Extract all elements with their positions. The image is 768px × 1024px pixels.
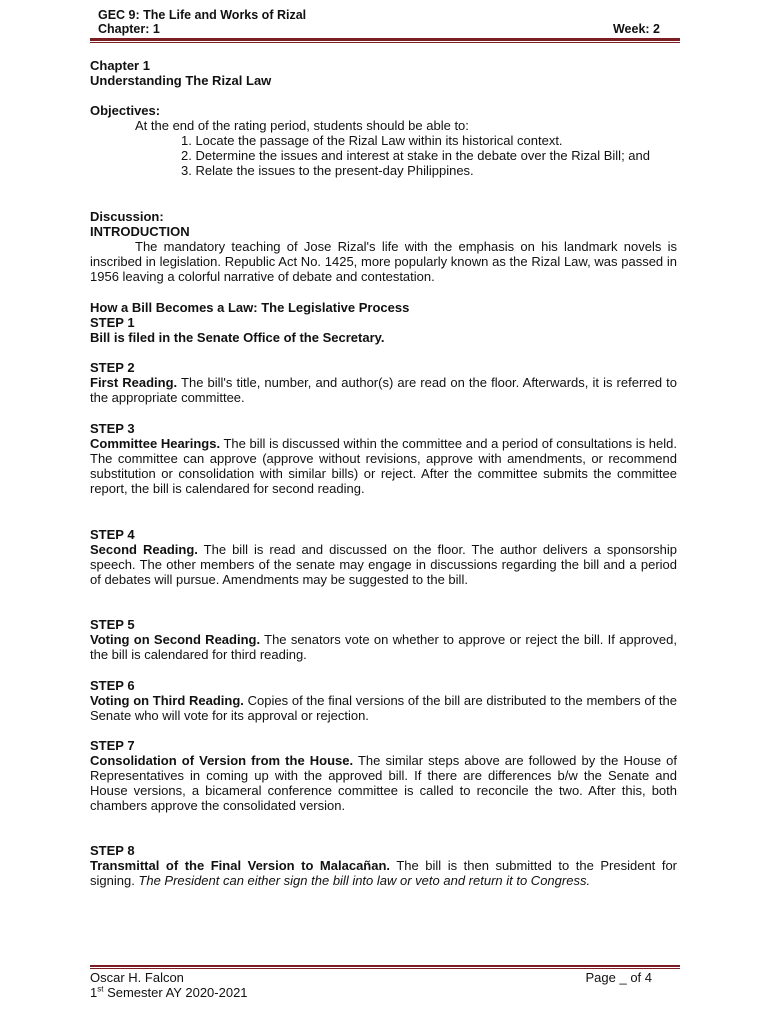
objectives-intro: At the end of the rating period, students should be able to: (135, 118, 469, 133)
footer-rule-thin (90, 968, 680, 969)
step-label: STEP 7 (90, 738, 135, 753)
step-block (90, 738, 677, 813)
step-label: STEP 1 (90, 315, 135, 330)
chapter-name: Understanding The Rizal Law (90, 73, 272, 88)
step-title: Voting on Third Reading. (90, 693, 244, 708)
step-label: STEP 2 (90, 360, 135, 375)
objective-item: 1. Locate the passage of the Rizal Law within its historical context. (181, 133, 563, 148)
step-text: The bill is read and discussed on the floor. The author delivers a sponsorship speech. The other members of the senate may engage in discussions regarding the bill and a period of debates will pursue. Amendments may be suggested to the bill. (90, 542, 677, 587)
page-footer (90, 970, 670, 1000)
discussion-section (90, 209, 677, 284)
step-block (90, 678, 677, 723)
header-rule-thin (90, 42, 680, 43)
step-text: The bill is then submitted to the President for signing. (90, 858, 678, 888)
step-title: Bill is filed in the Senate Office of the Secretary. (90, 330, 385, 345)
step-title: Committee Hearings. (90, 436, 221, 451)
step-label: STEP 4 (90, 527, 135, 542)
introduction-text: The mandatory teaching of Jose Rizal's life with the emphasis on his landmark novels is inscribed in legislation. Republic Act No. 1425, more popularly known as the Rizal Law, was passed in 1956 leaving a colorful narrative of debate and contestation. (90, 239, 677, 284)
step-text: The bill is discussed within the committee and a period of consultations is held. The committee can approve (approve without revisions, approve with amendments, or recommend substitution or consolidation with similar bills) or reject. After the committee submits the committee report, the bill is calendared for second reading. (90, 436, 677, 496)
step-text: The senators vote on whether to approve or reject the bill. If approved, the bill is calendared for third reading. (90, 632, 677, 662)
step-text: Copies of the final versions of the bill are distributed to the members of the Senate who will vote for its approval or rejection. (90, 693, 677, 723)
chapter-label: Chapter 1 (90, 58, 150, 73)
step-label: STEP 8 (90, 843, 135, 858)
step-title: Second Reading. (90, 542, 198, 557)
header-chapter: Chapter: 1 (98, 22, 160, 36)
objective-item: 3. Relate the issues to the present-day Philippines. (181, 163, 474, 178)
chapter-title-block (90, 58, 677, 88)
step-block (90, 527, 677, 587)
step-title: Voting on Second Reading. (90, 632, 261, 647)
objectives-heading: Objectives: (90, 103, 161, 118)
footer-page-number: Page _ of 4 (585, 970, 652, 985)
step-block (90, 617, 677, 662)
objectives-section (90, 103, 677, 178)
step-title: First Reading. (90, 375, 178, 390)
introduction-heading: INTRODUCTION (90, 224, 190, 239)
step-italic-text: The President can either sign the bill into law or veto and return it to Congress. (138, 873, 591, 888)
process-heading: How a Bill Becomes a Law: The Legislative Process (90, 300, 410, 315)
header-rule (90, 38, 680, 41)
footer-semester: 1st Semester AY 2020-2021 (90, 984, 248, 1000)
step-title: Consolidation of Version from the House. (90, 753, 354, 768)
step-label: STEP 3 (90, 421, 135, 436)
footer-author: Oscar H. Falcon (90, 970, 184, 985)
header-week: Week: 2 (612, 22, 660, 36)
process-section (90, 300, 677, 345)
objective-item: 2. Determine the issues and interest at stake in the debate over the Rizal Bill; and (181, 148, 650, 163)
step-block (90, 421, 677, 496)
step-label: STEP 5 (90, 617, 135, 632)
course-title: GEC 9: The Life and Works of Rizal (98, 8, 307, 22)
step-text: The bill's title, number, and author(s) are read on the floor. Afterwards, it is referred to the appropriate committee. (90, 375, 678, 405)
step-text: The similar steps above are followed by the House of Representatives in coming up with the approved bill. If there are differences b/w the Senate and House versions, a bicameral conference committee is called to reconcile the two. After this, both chambers approve the consolidated version. (90, 753, 677, 813)
step-title: Transmittal of the Final Version to Malacañan. (90, 858, 391, 873)
page-header (98, 8, 680, 36)
step-label: STEP 6 (90, 678, 135, 693)
step-block (90, 843, 677, 888)
step-block (90, 360, 677, 405)
discussion-heading: Discussion: (90, 209, 164, 224)
footer-rule (90, 965, 680, 967)
